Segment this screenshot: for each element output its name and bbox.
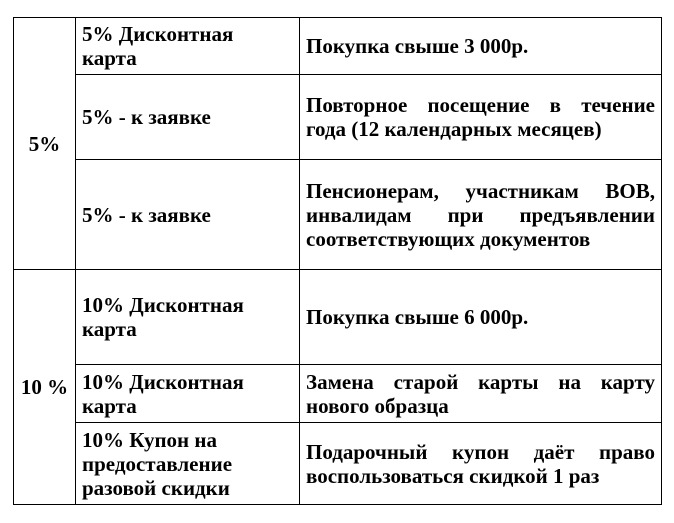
discount-type-cell: 5% - к заявке	[76, 75, 300, 160]
condition-cell: Пенсионерам, участникам ВОВ, инвалидам при предъявлении соответствующих документов	[300, 160, 662, 270]
discount-type-cell: 5% - к заявке	[76, 160, 300, 270]
table-row	[14, 423, 662, 505]
condition-cell: Подарочный купон даёт право воспользоваться скидкой 1 раз	[300, 423, 662, 505]
condition-cell: Покупка свыше 6 000р.	[300, 270, 662, 365]
table-row	[14, 160, 662, 270]
table-row	[14, 270, 662, 365]
condition-cell: Повторное посещение в течение года (12 календарных месяцев)	[300, 75, 662, 160]
percent-cell: 5%	[14, 18, 76, 270]
table-row	[14, 18, 662, 75]
table-row	[14, 365, 662, 423]
discount-table	[13, 17, 662, 505]
discount-type-cell: 5% Дисконтная карта	[76, 18, 300, 75]
percent-cell: 10 %	[14, 270, 76, 505]
discount-type-cell: 10% Дисконтная карта	[76, 365, 300, 423]
discount-type-cell: 10% Дисконтная карта	[76, 270, 300, 365]
table-row	[14, 75, 662, 160]
discount-type-cell: 10% Купон на предоставление разовой скидки	[76, 423, 300, 505]
condition-cell: Замена старой карты на карту нового образца	[300, 365, 662, 423]
condition-cell: Покупка свыше 3 000р.	[300, 18, 662, 75]
